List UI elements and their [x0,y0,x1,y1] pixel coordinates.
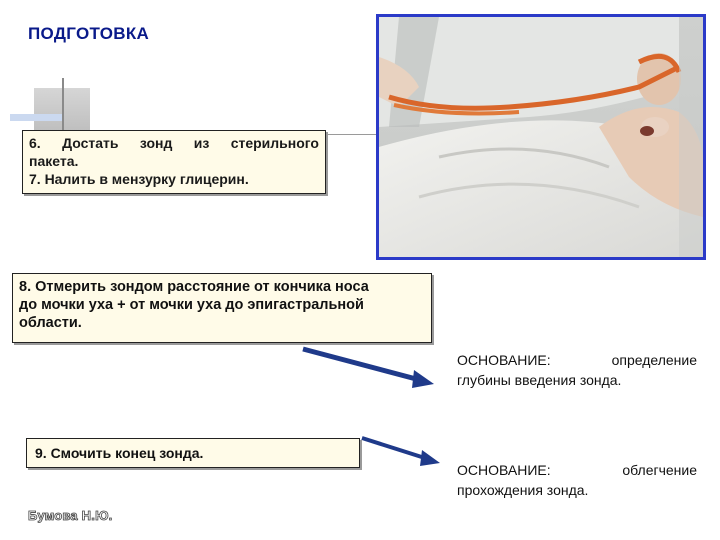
rationale-note-1 [457,350,697,390]
step-6-word: Достать [62,135,119,151]
decorative-vertical-line [62,78,64,133]
step-6-7-box [22,130,326,194]
step-8-line-2: до мочки уха + от мочки уха до эпигастральной [19,297,364,313]
step-8-line-3: области. [19,315,82,331]
step-6-line-2: пакета. [29,153,79,169]
procedure-photo [376,14,706,260]
slide-title: ПОДГОТОВКА [28,24,150,43]
step-8-line-1: 8. Отмерить зондом расстояние от кончика носа [19,279,369,295]
step-6-word: из [193,135,210,151]
note-1-word: определение [611,352,697,368]
step-6-word: зонд [139,135,173,151]
step-6-word: 6. [29,135,41,151]
arrow-to-note-2 [360,432,444,470]
note-2-line-1 [457,460,697,480]
step-7-text: 7. Налить в мензурку глицерин. [29,171,249,187]
step-6-line-1 [29,134,319,152]
step-9-box [26,438,360,468]
photo-illustration [379,17,703,257]
rationale-note-2 [457,460,697,500]
note-2-label: ОСНОВАНИЕ: [457,462,551,478]
note-1-line-1 [457,350,697,370]
note-1-line-2: глубины введения зонда. [457,372,622,388]
note-2-line-2: прохождения зонда. [457,482,589,498]
note-1-label: ОСНОВАНИЕ: [457,352,551,368]
decorative-bar [10,114,62,121]
note-2-word: облегчение [622,462,697,478]
step-6-word: стерильного [230,135,319,151]
arrow-to-note-1 [300,344,440,390]
author-signature: Бумова Н.Ю. [28,508,113,523]
step-8-box [12,273,432,343]
step-9-text: 9. Смочить конец зонда. [35,445,204,461]
